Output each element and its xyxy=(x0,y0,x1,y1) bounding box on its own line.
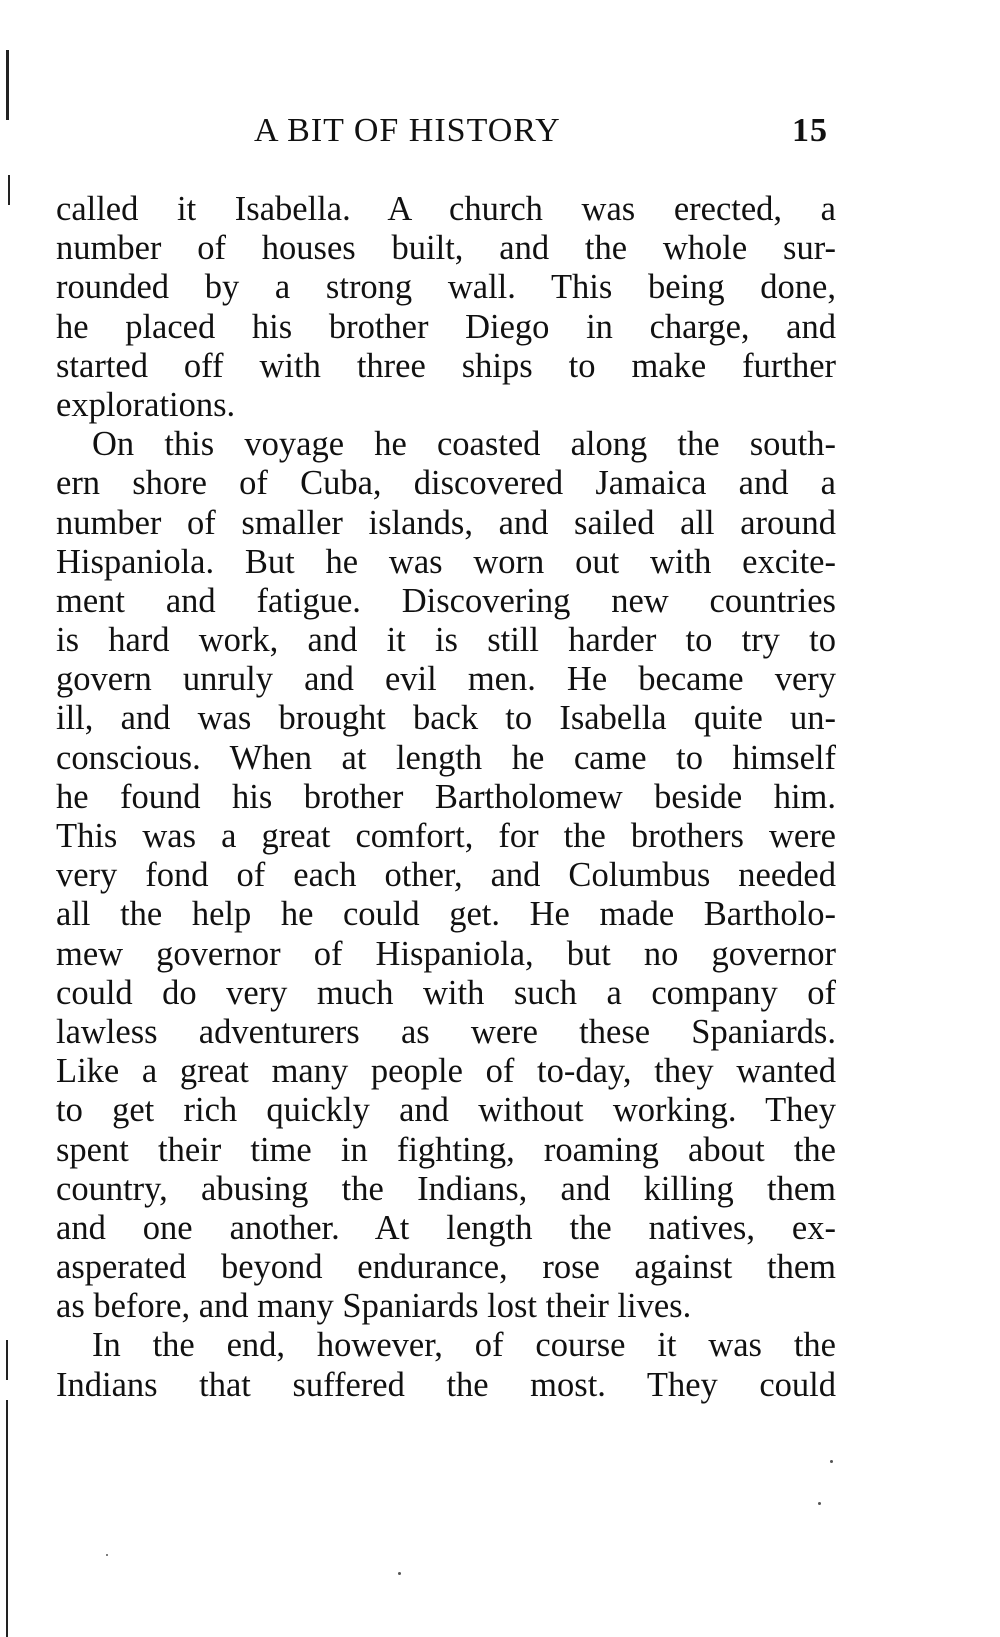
text-line: Hispaniola. But he was worn out with excite- xyxy=(56,542,836,581)
text-line: all the help he could get. He made Bartholo- xyxy=(56,895,836,934)
scan-speck xyxy=(398,1572,401,1575)
scan-edge-mark xyxy=(6,50,9,120)
text-line: rounded by a strong wall. This being done, xyxy=(56,268,836,307)
text-line: called it Isabella. A church was erected, a xyxy=(56,190,836,228)
paragraph-start-line: In the end, however, of course it was the xyxy=(92,1326,836,1365)
scan-speck xyxy=(106,1554,108,1556)
text-line: number of houses built, and the whole sur- xyxy=(56,229,836,268)
scan-speck xyxy=(830,1460,833,1463)
text-line: explorations. xyxy=(56,385,236,424)
text-line: asperated beyond endurance, rose against them xyxy=(56,1248,836,1287)
text-line: and one another. At length the natives, ex- xyxy=(56,1208,836,1247)
text-line: could do very much with such a company of xyxy=(56,973,836,1012)
text-line: spent their time in fighting, roaming about the xyxy=(56,1130,836,1169)
running-title: A BIT OF HISTORY xyxy=(254,112,561,149)
text-line: is hard work, and it is still harder to try to xyxy=(56,621,836,660)
text-line: he found his brother Bartholomew beside him. xyxy=(56,777,836,816)
text-line: lawless adventurers as were these Spaniards. xyxy=(56,1012,836,1051)
scan-edge-mark xyxy=(8,175,10,205)
text-line: to get rich quickly and without working. They xyxy=(56,1091,836,1130)
text-line: as before, and many Spaniards lost their lives. xyxy=(56,1287,692,1326)
text-line: number of smaller islands, and sailed all around xyxy=(56,503,836,542)
text-line: ern shore of Cuba, discovered Jamaica and a xyxy=(56,464,836,503)
text-line: country, abusing the Indians, and killing them xyxy=(56,1169,836,1208)
scan-speck xyxy=(818,1502,821,1505)
text-line: This was a great comfort, for the brothers were xyxy=(56,817,836,855)
scan-edge-mark xyxy=(6,1400,8,1637)
paragraph-start-line: On this voyage he coasted along the south- xyxy=(92,425,836,464)
text-line: ment and fatigue. Discovering new countries xyxy=(56,581,836,620)
text-line: govern unruly and evil men. He became very xyxy=(56,660,836,699)
body-text xyxy=(56,190,836,1405)
text-line: Like a great many people of to-day, they wanted xyxy=(56,1052,836,1091)
text-line: ill, and was brought back to Isabella quite un- xyxy=(56,699,836,738)
text-line: Indians that suffered the most. They could xyxy=(56,1365,836,1404)
text-line: he placed his brother Diego in charge, and xyxy=(56,307,836,346)
running-head xyxy=(0,112,1000,162)
text-line: mew governor of Hispaniola, but no governor xyxy=(56,934,836,973)
page-number: 15 xyxy=(792,112,828,149)
scan-edge-mark xyxy=(6,1340,8,1380)
text-line: conscious. When at length he came to himself xyxy=(56,738,836,777)
text-line: started off with three ships to make further xyxy=(56,346,836,385)
text-line: very fond of each other, and Columbus needed xyxy=(56,856,836,895)
